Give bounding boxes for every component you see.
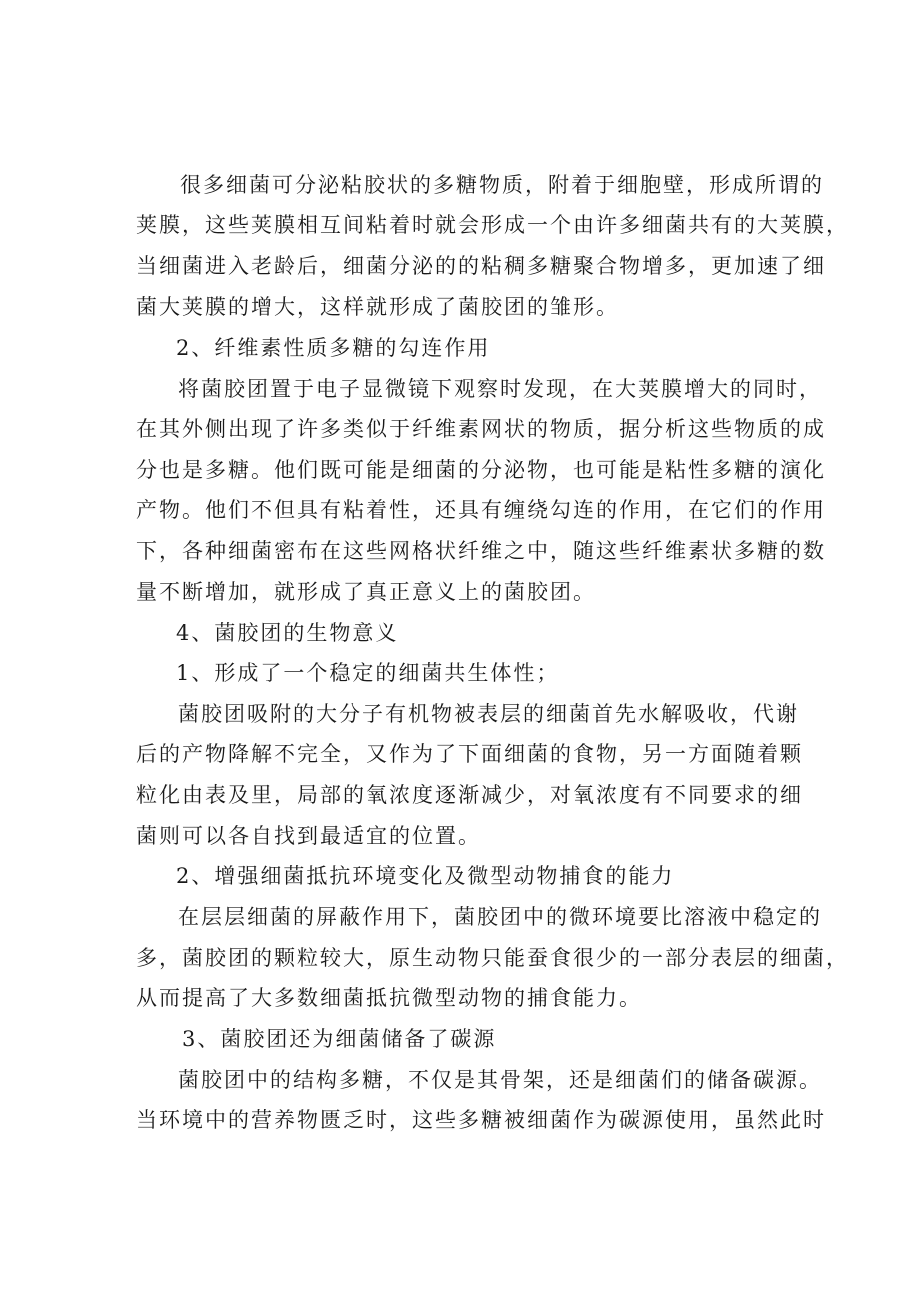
paragraph-line: 菌胶团吸附的大分子有机物被表层的细菌首先水解吸收，代谢 <box>178 702 799 726</box>
paragraph-line: 很多细菌可分泌粘胶状的多糖物质，附着于细胞壁，形成所谓的 <box>180 173 824 197</box>
paragraph-line: 量不断增加，就形成了真正意义上的菌胶团。 <box>136 580 596 604</box>
paragraph-line: 在其外侧出现了许多类似于纤维素网状的物质，据分析这些物质的成 <box>136 417 826 441</box>
paragraph-line: 菌大荚膜的增大，这样就形成了菌胶团的雏形。 <box>136 295 619 319</box>
section-heading: 2、纤维素性质多糖的勾连作用 <box>176 336 491 360</box>
section-heading: 2、增强细菌抵抗环境变化及微型动物捕食的能力 <box>176 864 675 888</box>
section-heading: 1、形成了一个稳定的细菌共生体性； <box>176 661 560 685</box>
paragraph-line: 当细菌进入老龄后，细菌分泌的的粘稠多糖聚合物增多，更加速了细 <box>136 254 826 278</box>
paragraph-line: 从而提高了大多数细菌抵抗微型动物的捕食能力。 <box>136 986 642 1010</box>
paragraph-line: 菌胶团中的结构多糖，不仅是其骨架，还是细菌们的储备碳源。 <box>178 1068 822 1092</box>
section-heading: 3、菌胶团还为细菌储备了碳源 <box>182 1027 497 1051</box>
section-heading: 4、菌胶团的生物意义 <box>176 621 399 645</box>
paragraph-line: 菌则可以各自找到最适宜的位置。 <box>136 824 481 848</box>
paragraph-line: 后的产物降解不完全，又作为了下面细菌的食物，另一方面随着颗 <box>136 742 803 766</box>
paragraph-line: 在层层细菌的屏蔽作用下，菌胶团中的微环境要比溶液中稳定的 <box>178 905 822 929</box>
paragraph-line: 分也是多糖。他们既可能是细菌的分泌物，也可能是粘性多糖的演化 <box>136 458 826 482</box>
paragraph-line: 荚膜，这些荚膜相互间粘着时就会形成一个由许多细菌共有的大荚膜， <box>136 213 849 237</box>
paragraph-line: 当环境中的营养物匮乏时，这些多糖被细菌作为碳源使用，虽然此时 <box>136 1108 826 1132</box>
paragraph-line: 下，各种细菌密布在这些网格状纤维之中，随这些纤维素状多糖的数 <box>136 539 826 563</box>
paragraph-line: 将菌胶团置于电子显微镜下观察时发现，在大荚膜增大的同时， <box>178 377 822 401</box>
paragraph-line: 粒化由表及里，局部的氧浓度逐渐减少，对氧浓度有不同要求的细 <box>136 783 803 807</box>
paragraph-line: 产物。他们不但具有粘着性，还具有缠绕勾连的作用，在它们的作用 <box>136 498 826 522</box>
paragraph-line: 多，菌胶团的颗粒较大，原生动物只能蚕食很少的一部分表层的细菌， <box>136 946 849 970</box>
